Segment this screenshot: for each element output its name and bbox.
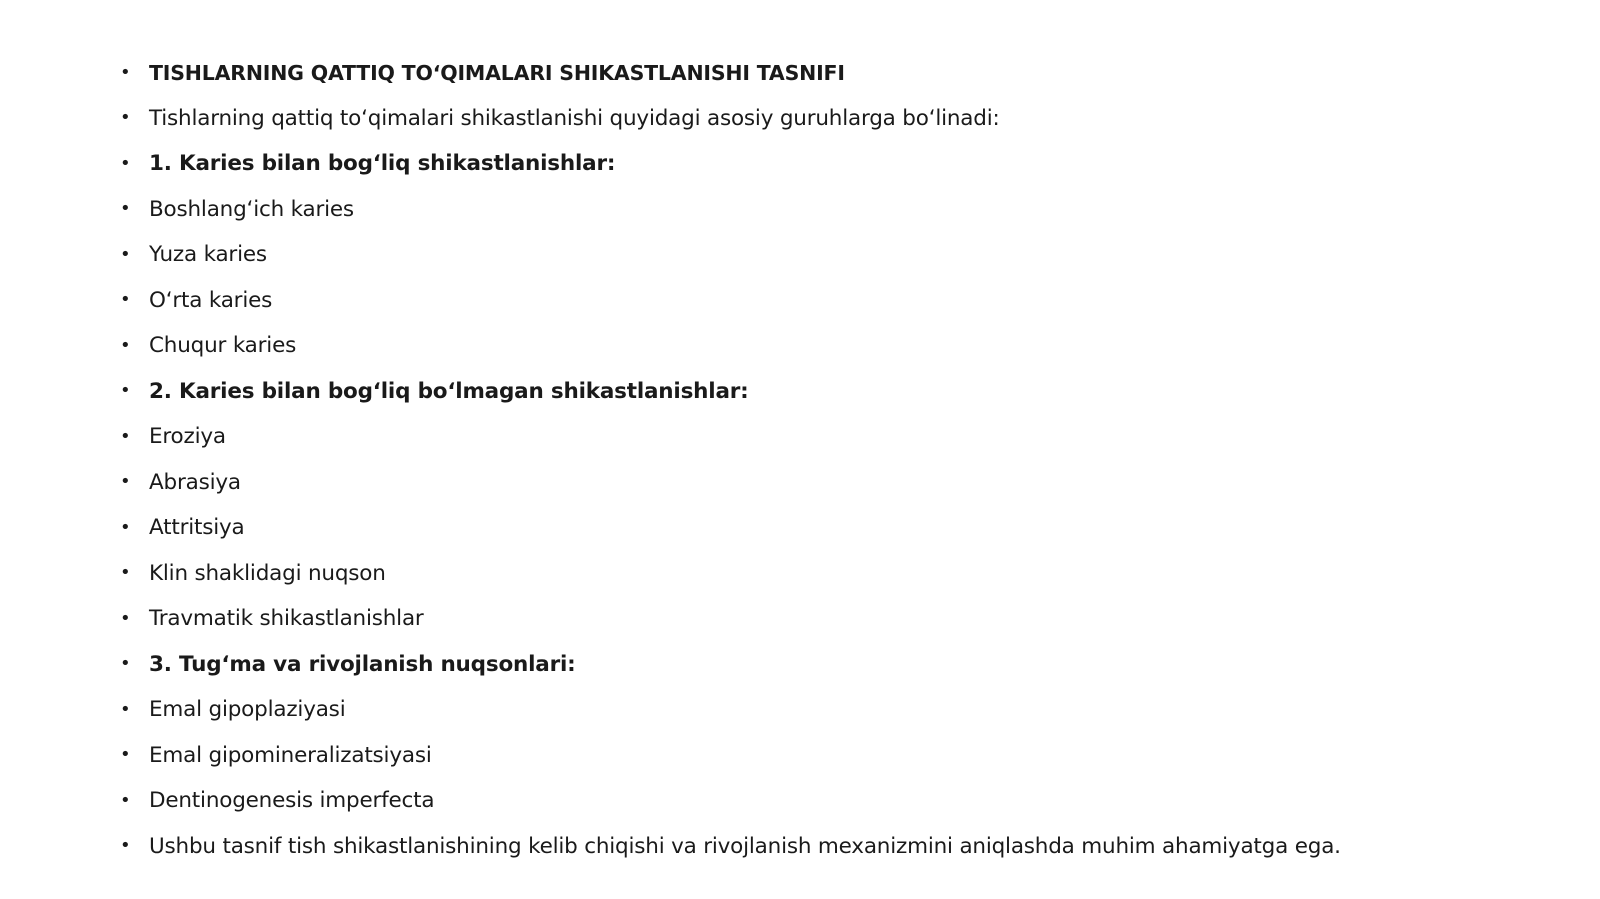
list-item bbox=[118, 323, 1538, 369]
list-item bbox=[118, 414, 1538, 460]
bullet-icon: • bbox=[120, 471, 131, 493]
list-item bbox=[118, 505, 1538, 551]
section-heading bbox=[118, 50, 1538, 96]
list-item-text: Yuza karies bbox=[149, 242, 267, 268]
list-item bbox=[118, 96, 1538, 142]
list-item-text: Dentinogenesis imperfecta bbox=[149, 788, 435, 814]
bullet-icon: • bbox=[120, 789, 131, 811]
section-heading bbox=[118, 141, 1538, 187]
list-item-text: Chuqur karies bbox=[149, 333, 297, 359]
list-item bbox=[118, 733, 1538, 779]
list-item bbox=[118, 778, 1538, 824]
bullet-icon: • bbox=[120, 653, 131, 675]
list-item bbox=[118, 687, 1538, 733]
bullet-icon: • bbox=[120, 380, 131, 402]
list-item-text: Klin shaklidagi nuqson bbox=[149, 560, 386, 586]
list-item-text: Boshlangʻich karies bbox=[149, 196, 354, 222]
bullet-icon: • bbox=[120, 107, 131, 129]
list-item-text: Attritsiya bbox=[149, 515, 245, 541]
bullet-icon: • bbox=[120, 835, 131, 857]
list-item-text: Abrasiya bbox=[149, 469, 241, 495]
bullet-icon: • bbox=[120, 289, 131, 311]
list-item bbox=[118, 551, 1538, 597]
list-item bbox=[118, 187, 1538, 233]
list-item-text: Oʻrta karies bbox=[149, 287, 273, 313]
bullet-icon: • bbox=[120, 61, 131, 83]
bullet-icon: • bbox=[120, 562, 131, 584]
bullet-icon: • bbox=[120, 243, 131, 265]
section-heading bbox=[118, 642, 1538, 688]
list-item bbox=[118, 824, 1538, 870]
list-item-text: Emal gipoplaziyasi bbox=[149, 697, 346, 723]
list-item bbox=[118, 596, 1538, 642]
list-item-text: Travmatik shikastlanishlar bbox=[149, 606, 424, 632]
list-item-text: TISHLARNING QATTIQ TOʻQIMALARI SHIKASTLANISHI TASNIFI bbox=[149, 60, 845, 85]
bullet-icon: • bbox=[120, 198, 131, 220]
list-item-text: Emal gipomineralizatsiyasi bbox=[149, 742, 432, 768]
bullet-icon: • bbox=[120, 744, 131, 766]
bullet-icon: • bbox=[120, 607, 131, 629]
bullet-icon: • bbox=[120, 334, 131, 356]
list-item-text: 3. Tugʻma va rivojlanish nuqsonlari: bbox=[149, 651, 576, 677]
bullet-icon: • bbox=[120, 425, 131, 447]
section-heading bbox=[118, 369, 1538, 415]
list-item bbox=[118, 232, 1538, 278]
list-item-text: 1. Karies bilan bogʻliq shikastlanishlar: bbox=[149, 151, 616, 177]
list-item bbox=[118, 460, 1538, 506]
list-item-text: Tishlarning qattiq toʻqimalari shikastlanishi quyidagi asosiy guruhlarga boʻlinadi: bbox=[149, 105, 1000, 131]
bullet-list bbox=[118, 50, 1538, 869]
bullet-icon: • bbox=[120, 516, 131, 538]
bullet-icon: • bbox=[120, 698, 131, 720]
list-item-text: Eroziya bbox=[149, 424, 226, 450]
list-item-text: 2. Karies bilan bogʻliq boʻlmagan shikastlanishlar: bbox=[149, 378, 749, 404]
bullet-icon: • bbox=[120, 152, 131, 174]
list-item-text: Ushbu tasnif tish shikastlanishining kelib chiqishi va rivojlanish mexanizmini aniqlashda muhim ahamiyatga ega. bbox=[149, 833, 1341, 859]
list-item bbox=[118, 278, 1538, 324]
